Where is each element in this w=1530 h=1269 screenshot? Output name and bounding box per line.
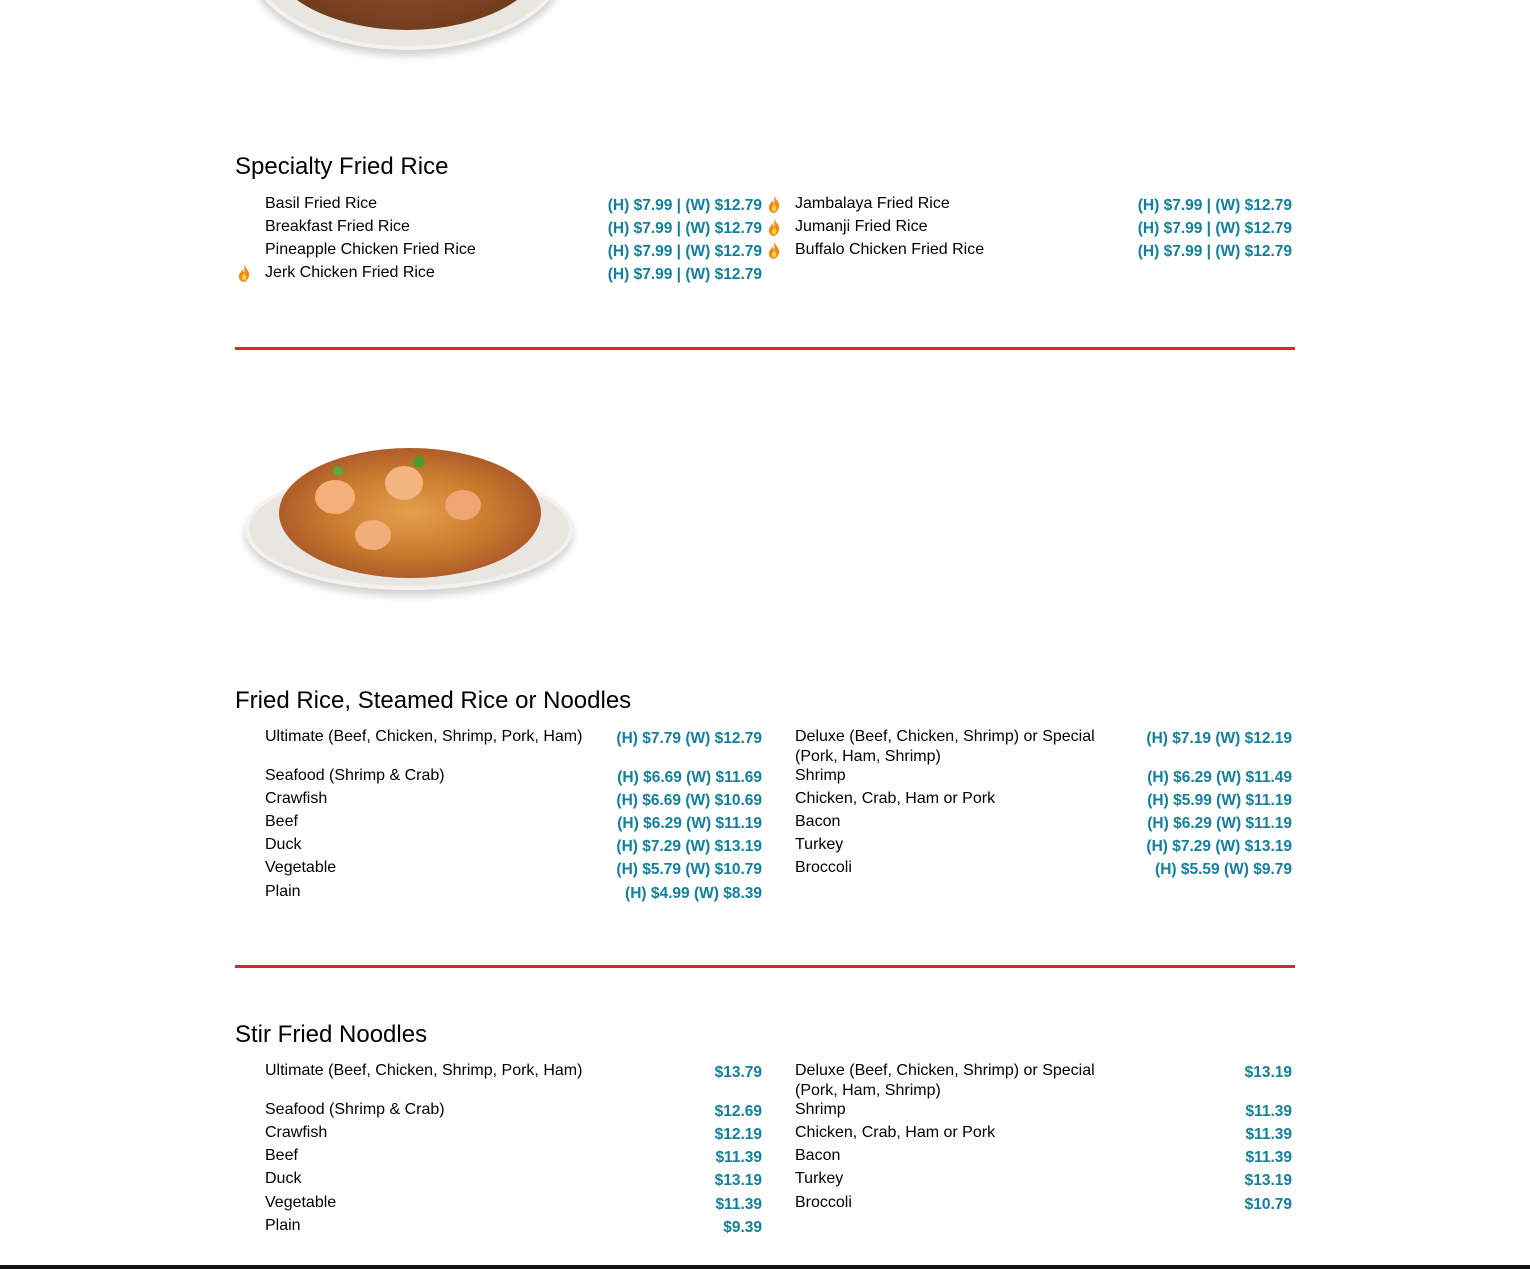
menu-item[interactable]: Plain (H) $4.99 (W) $8.39 — [265, 883, 762, 902]
menu-item[interactable]: Bacon $11.39 — [795, 1147, 1292, 1166]
menu-item[interactable]: Seafood (Shrimp & Crab) (H) $6.69 (W) $11.69 — [265, 767, 762, 786]
menu-item[interactable]: Chicken, Crab, Ham or Pork $11.39 — [795, 1124, 1292, 1143]
section-divider — [235, 965, 1295, 968]
menu-item[interactable]: Duck (H) $7.29 (W) $13.19 — [265, 836, 762, 855]
spicy-flame-icon — [767, 219, 781, 236]
menu-item[interactable]: Jerk Chicken Fried Rice (H) $7.99 | (W) $12.79 — [235, 263, 762, 286]
stir-fried-right-list — [765, 1061, 1292, 1216]
spicy-flame-icon — [767, 242, 781, 259]
fried-rice-left-list — [235, 727, 762, 905]
menu-item[interactable]: Chicken, Crab, Ham or Pork (H) $5.99 (W) $11.19 — [795, 790, 1292, 809]
menu-item[interactable]: Beef (H) $6.29 (W) $11.19 — [265, 813, 762, 832]
menu-item[interactable]: Crawfish $12.19 — [265, 1124, 762, 1143]
menu-item[interactable]: Broccoli $10.79 — [795, 1194, 1292, 1213]
menu-item[interactable]: Shrimp $11.39 — [795, 1101, 1292, 1120]
stir-fried-left-list — [235, 1061, 762, 1239]
menu-item[interactable]: Jambalaya Fried Rice (H) $7.99 | (W) $12.79 — [765, 194, 1292, 217]
footer-border — [0, 1265, 1530, 1269]
menu-item[interactable]: Basil Fried Rice (H) $7.99 | (W) $12.79 — [265, 195, 762, 214]
fried-rice-photo — [248, 0, 568, 55]
menu-item[interactable]: Seafood (Shrimp & Crab) $12.69 — [265, 1101, 762, 1120]
spicy-flame-icon — [767, 196, 781, 213]
menu-item[interactable]: Bacon (H) $6.29 (W) $11.19 — [795, 813, 1292, 832]
menu-item[interactable]: Shrimp (H) $6.29 (W) $11.49 — [795, 767, 1292, 786]
menu-item[interactable]: Broccoli (H) $5.59 (W) $9.79 — [795, 859, 1292, 878]
menu-item[interactable]: Ultimate (Beef, Chicken, Shrimp, Pork, Ham) $13.79 — [265, 1062, 762, 1081]
menu-item[interactable]: Deluxe (Beef, Chicken, Shrimp) or Special (Pork, Ham, Shrimp) (H) $7.19 (W) $12.19 — [795, 728, 1292, 765]
menu-item[interactable]: Ultimate (Beef, Chicken, Shrimp, Pork, Ham) (H) $7.79 (W) $12.79 — [265, 728, 762, 747]
section-title-specialty-fried-rice: Specialty Fried Rice — [235, 153, 449, 180]
specialty-right-list — [765, 194, 1292, 263]
menu-item[interactable]: Vegetable (H) $5.79 (W) $10.79 — [265, 859, 762, 878]
menu-item[interactable]: Deluxe (Beef, Chicken, Shrimp) or Special (Pork, Ham, Shrimp) $13.19 — [795, 1062, 1292, 1099]
section-title-fried-rice-steamed-rice-noodles: Fried Rice, Steamed Rice or Noodles — [235, 687, 632, 714]
menu-item[interactable]: Turkey (H) $7.29 (W) $13.19 — [795, 836, 1292, 855]
menu-item[interactable]: Breakfast Fried Rice (H) $7.99 | (W) $12.79 — [265, 218, 762, 237]
menu-item[interactable]: Buffalo Chicken Fried Rice (H) $7.99 | (W) $12.79 — [765, 240, 1292, 263]
specialty-left-list — [235, 194, 762, 286]
menu-item[interactable]: Beef $11.39 — [265, 1147, 762, 1166]
menu-item[interactable]: Turkey $13.19 — [795, 1170, 1292, 1189]
menu-item[interactable]: Jumanji Fried Rice (H) $7.99 | (W) $12.79 — [765, 217, 1292, 240]
menu-item[interactable]: Duck $13.19 — [265, 1170, 762, 1189]
menu-item[interactable]: Plain $9.39 — [265, 1217, 762, 1236]
section-title-stir-fried-noodles: Stir Fried Noodles — [235, 1021, 428, 1048]
fried-rice-right-list — [765, 727, 1292, 881]
spicy-flame-icon — [237, 265, 251, 282]
noodles-photo — [245, 440, 575, 600]
menu-item[interactable]: Pineapple Chicken Fried Rice (H) $7.99 | (W) $12.79 — [265, 241, 762, 260]
section-divider — [235, 347, 1295, 350]
menu-item[interactable]: Crawfish (H) $6.69 (W) $10.69 — [265, 790, 762, 809]
menu-item[interactable]: Vegetable $11.39 — [265, 1194, 762, 1213]
